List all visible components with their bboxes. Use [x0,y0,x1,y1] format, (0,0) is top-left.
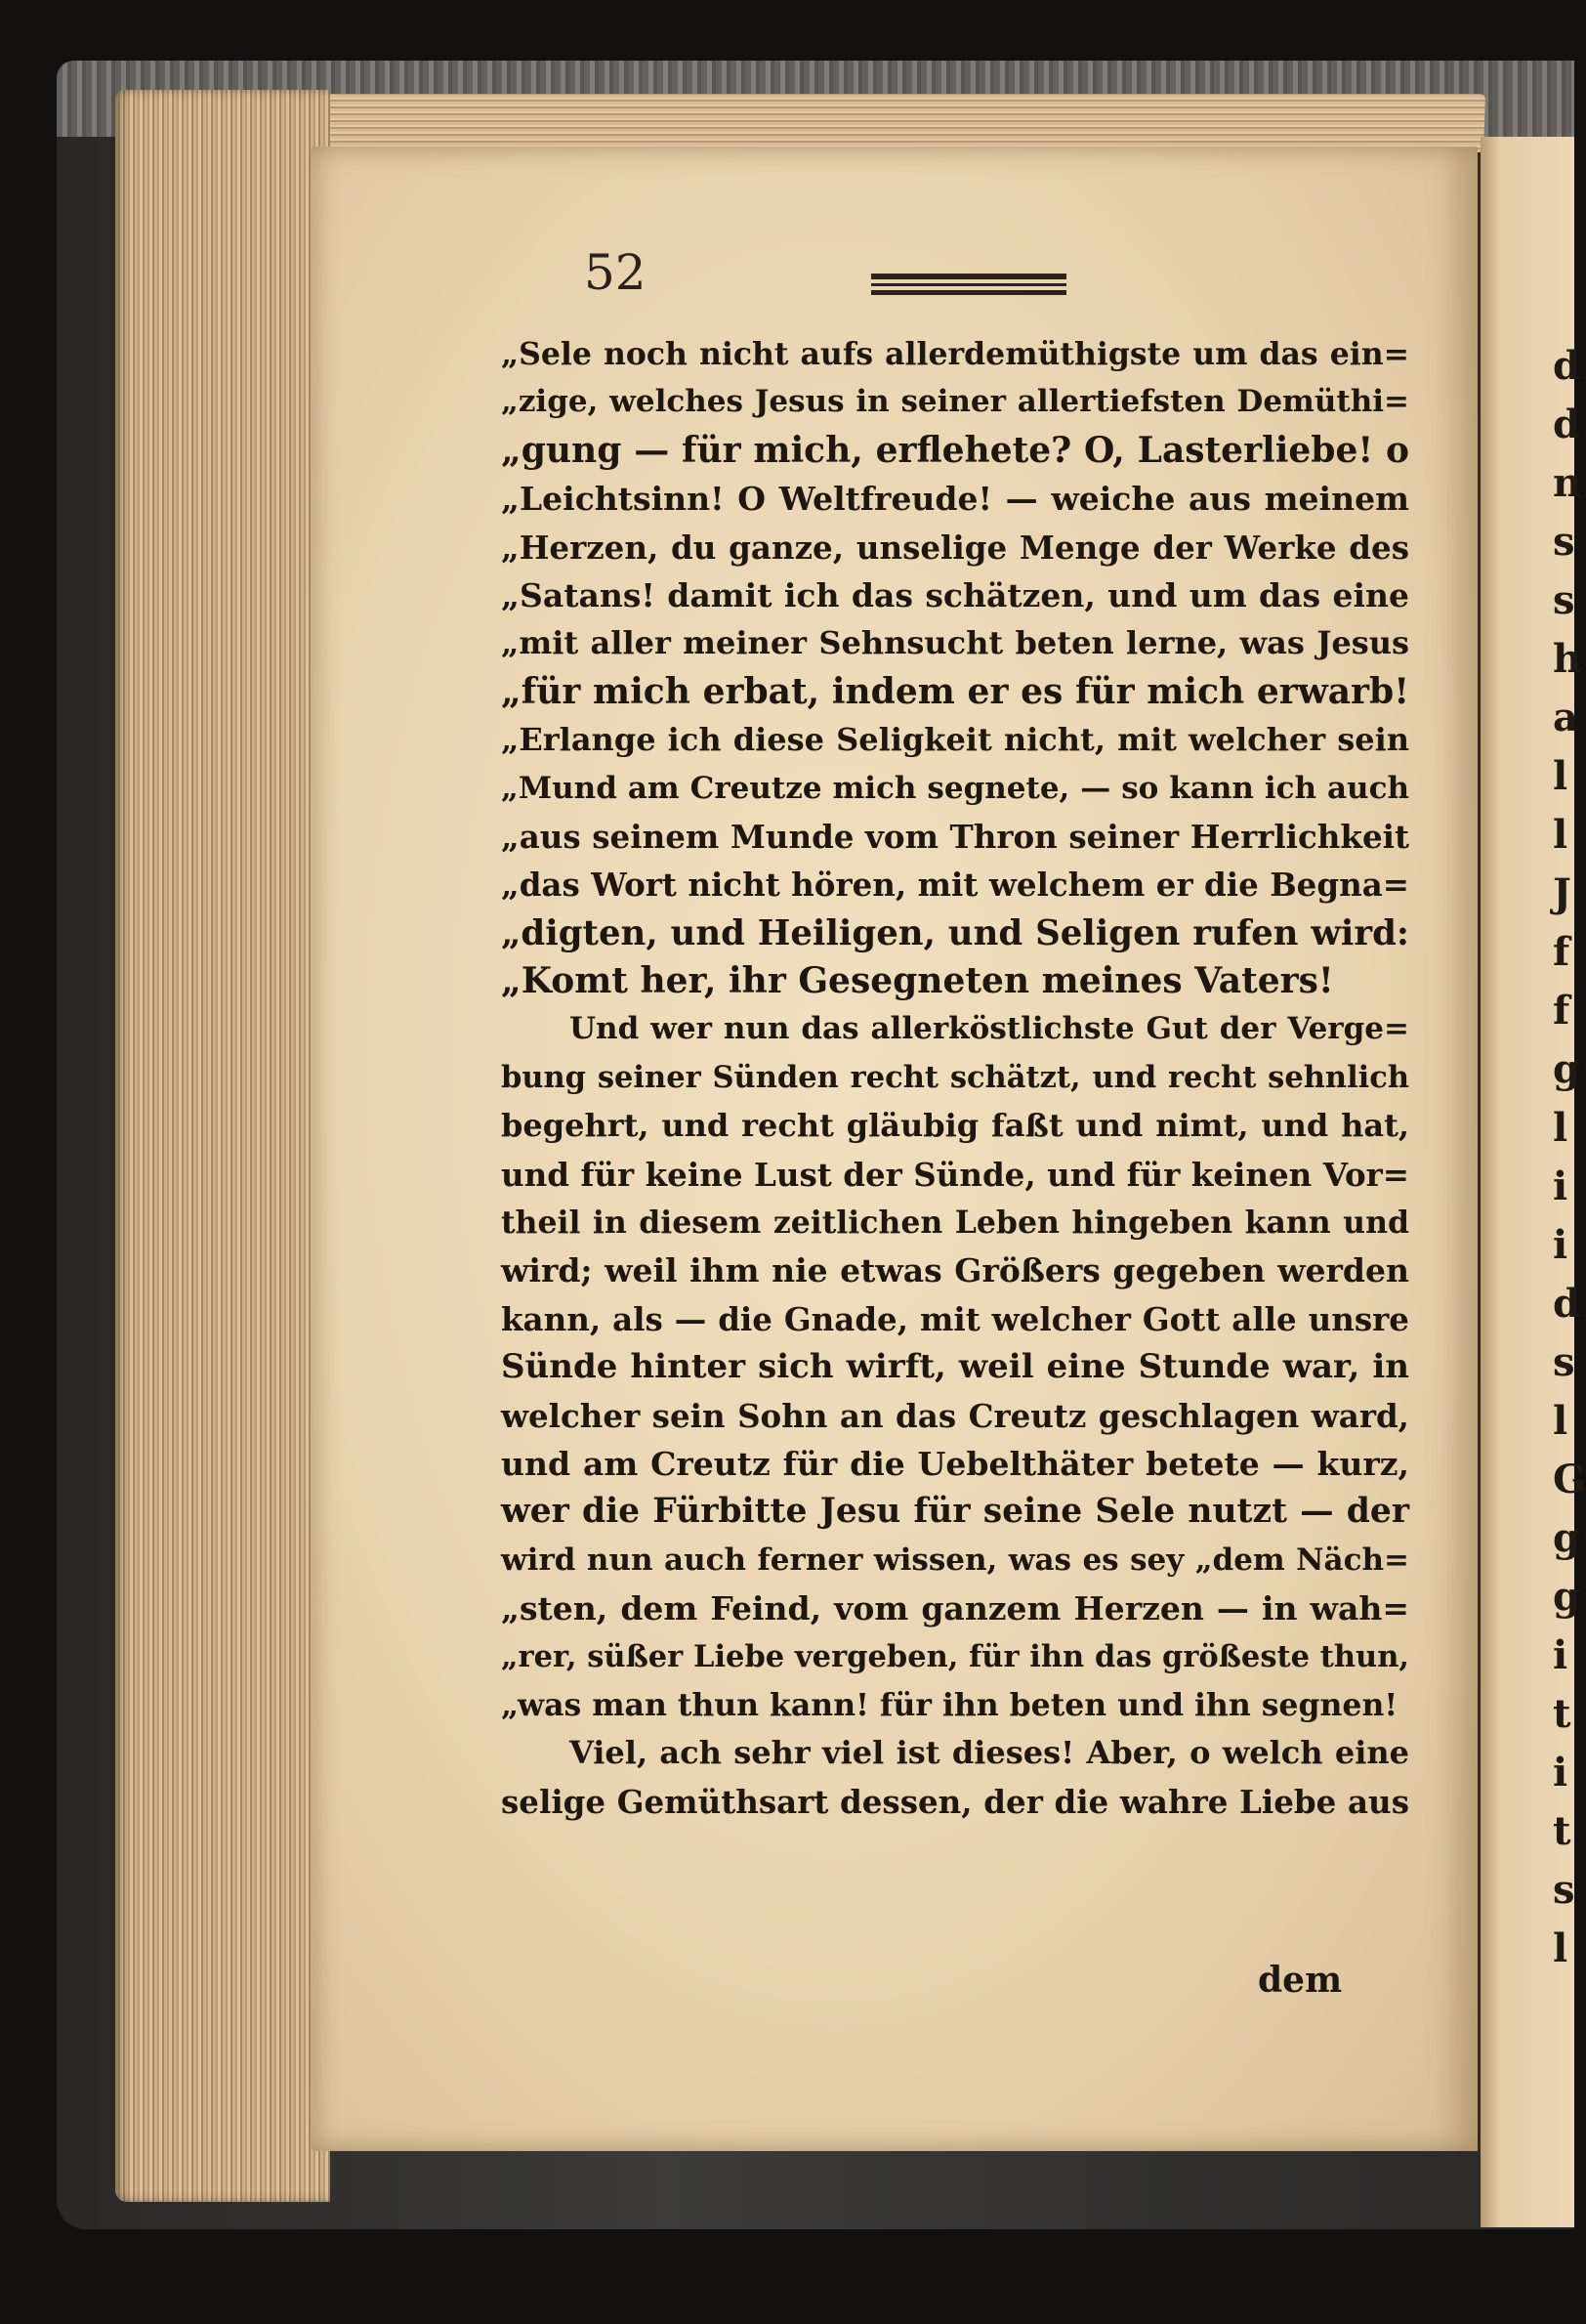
text-line [501,1729,1409,1777]
text-line [501,524,1409,571]
facing-page-letter: n [1553,460,1582,506]
facing-page-letter: i [1553,1750,1568,1796]
facing-page-letter: l [1553,753,1568,799]
facing-page-letter: G [1553,1457,1586,1502]
text-line-content: wird nun auch ferner wissen, was es sey „dem Näch= [501,1542,1409,1578]
text-line [501,1005,1409,1053]
facing-page-letter: l [1553,1398,1568,1444]
text-line-content: „Leichtsinn! O Weltfreude! — weiche aus meinem [501,480,1409,519]
facing-page-letter: l [1553,812,1568,858]
facing-page-letter: d [1553,1281,1580,1327]
text-line-content: „Mund am Creutze mich segnete, — so kann ich auch [501,770,1409,806]
text-line-content: Viel, ach sehr viel ist dieses! Aber, o welch eine [569,1734,1409,1772]
text-line-content: „mit aller meiner Sehnsucht beten lerne, was Jesus [501,624,1409,662]
text-line-content: bung seiner Sünden recht schätzt, und recht sehnlich [501,1059,1409,1095]
catchword: dem [1258,1960,1343,2001]
text-line [501,1537,1409,1585]
text-line [501,571,1409,619]
facing-page-letter: d [1553,343,1580,389]
text-line-content: „aus seinem Munde vom Thron seiner Herrlichkeit [501,817,1409,856]
text-line-content: „für mich erbat, indem er es für mich erwarb! [501,670,1409,712]
text-line [501,330,1409,378]
facing-page-letter: h [1553,636,1582,682]
text-line [501,861,1409,908]
facing-page-letter: s [1553,1339,1575,1385]
facing-page-letter: g [1553,1574,1580,1620]
text-line-content: begehrt, und recht gläubig faßt und nimt, und hat, [501,1107,1409,1145]
text-line-content: „das Wort nicht hören, mit welchem er die Begna= [501,866,1409,905]
facing-page-letter: l [1553,1105,1568,1151]
text-line-content: welcher sein Sohn an das Creutz geschlagen ward, [501,1396,1409,1435]
facing-page-letters [1553,337,1586,1998]
text-line [501,427,1409,475]
text-line [501,1247,1409,1294]
text-line-content: wer die Fürbitte Jesu für seine Sele nutzt — der [501,1492,1409,1532]
ornament-rule-thin [871,283,1066,286]
text-line-content: „rer, süßer Liebe vergeben, für ihn das größeste thun, [501,1638,1409,1674]
text-line-content: „Satans! damit ich das schätzen, und um das eine [501,575,1409,614]
text-line [501,716,1409,764]
text-line-content: „zige, welches Jesus in seiner allertiefsten Demüthi= [501,384,1409,420]
facing-page-letter: l [1553,1925,1568,1971]
ornament-rule-thick [871,274,1066,279]
text-line [501,1199,1409,1247]
page-stack-top [136,94,1485,152]
facing-page-letter: t [1553,1691,1571,1737]
text-line [501,1440,1409,1488]
text-line-content: Sünde hinter sich wirft, weil eine Stunde war, in [501,1347,1409,1387]
facing-page-letter: i [1553,1222,1568,1268]
text-line [501,668,1409,716]
text-line-content: „was man thun kann! für ihn beten und ihn segnen! [501,1686,1398,1723]
text-line-content: „Herzen, du ganze, unselige Menge der Werke des [501,528,1409,567]
text-line [501,1681,1409,1729]
text-line [501,1392,1409,1440]
text-line-content: Und wer nun das allerköstlichste Gut der Verge= [569,1011,1409,1047]
page-number: 52 [584,244,647,301]
text-line [501,1585,1409,1632]
text-line [501,475,1409,523]
body-text [501,330,1409,1826]
text-line-content: „Erlange ich diese Seligkeit nicht, mit welcher sein [501,721,1409,759]
text-line-content: „Sele noch nicht aufs allerdemüthigste um das ein= [501,336,1409,372]
facing-page-letter: i [1553,1163,1568,1209]
facing-page-letter: s [1553,577,1575,623]
text-line-content: kann, als — die Gnade, mit welcher Gott alle unsre [501,1299,1409,1338]
facing-page-letter: i [1553,1632,1568,1678]
text-line-content: und für keine Lust der Sünde, und für keinen Vor= [501,1155,1409,1194]
page-stack-left [115,90,330,2202]
text-line-content: „digten, und Heiligen, und Seligen rufen wird: [501,912,1409,953]
text-line [501,1633,1409,1681]
header-ornament [871,274,1066,295]
text-line-content: und am Creutz für die Uebelthäter betete — kurz, [501,1444,1409,1483]
text-line [501,813,1409,861]
text-line-content: selige Gemüthsart dessen, der die wahre Liebe aus [501,1782,1409,1821]
facing-page-letter: f [1553,929,1570,975]
text-line [501,957,1409,1005]
text-line [501,909,1409,957]
text-line [501,1054,1409,1102]
facing-page-letter: d [1553,401,1580,447]
text-line [501,378,1409,426]
text-line-content: theil in diesem zeitlichen Leben hingeben kann und [501,1204,1409,1242]
text-line-content: „sten, dem Feind, vom ganzem Herzen — in wah= [501,1589,1409,1628]
text-line [501,1295,1409,1343]
facing-page-letter: g [1553,1515,1580,1561]
facing-page-letter: a [1553,695,1578,740]
text-line [501,1102,1409,1150]
text-line [501,1343,1409,1391]
text-line-content: „Komt her, ihr Gesegneten meines Vaters! [501,960,1334,1002]
text-line [501,765,1409,813]
text-line [501,1151,1409,1199]
facing-page-letter: g [1553,1046,1580,1092]
facing-page-letter: f [1553,988,1570,1034]
text-line-content: wird; weil ihm nie etwas Größers gegeben werden [501,1251,1409,1290]
facing-page-letter: s [1553,519,1575,565]
text-line [501,1778,1409,1826]
facing-page-letter: t [1553,1808,1571,1854]
facing-page-letter: s [1553,1867,1575,1913]
facing-page-letter: J [1553,870,1571,916]
text-line-content: „gung — für mich, erflehete? O, Lasterliebe! o [501,429,1409,471]
text-line [501,1488,1409,1536]
text-line [501,619,1409,667]
ornament-rule-base [871,290,1066,295]
